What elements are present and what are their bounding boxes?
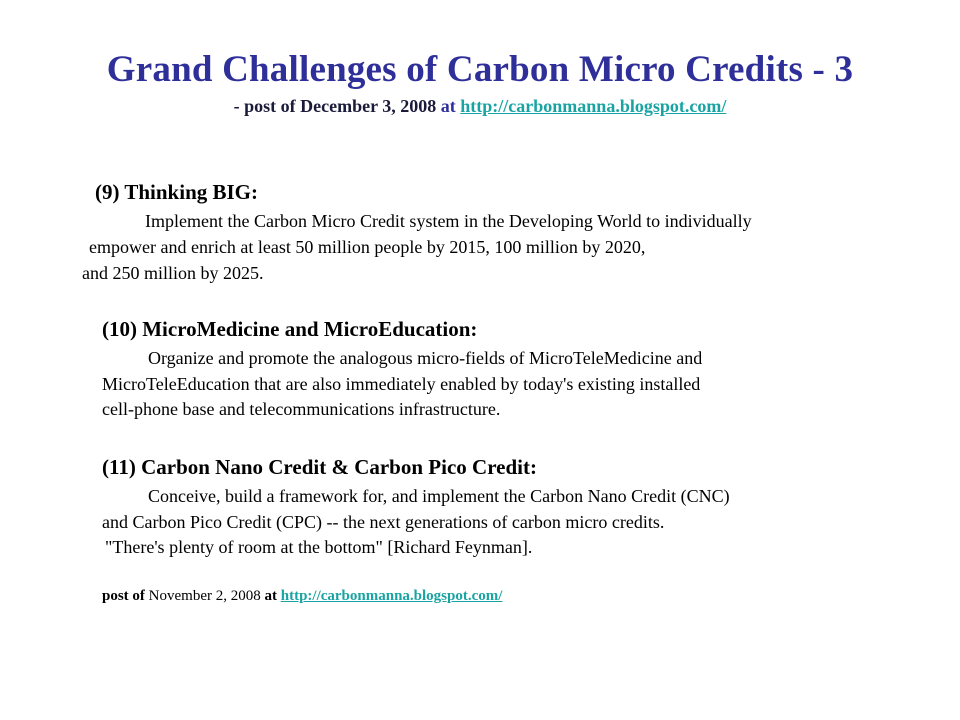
section-line: "There's plenty of room at the bottom" [Richard Feynman]. [105, 537, 533, 557]
section-line: Organize and promote the analogous micro-fields of MicroTeleMedicine and [148, 348, 703, 368]
section-line: cell-phone base and telecommunications infrastructure. [102, 399, 501, 419]
section-heading: (9) Thinking BIG: [95, 180, 259, 204]
section-heading: (10) MicroMedicine and MicroEducation: [102, 317, 478, 341]
footer-date: November 2, 2008 [148, 588, 261, 604]
footer-post-note [102, 588, 502, 605]
section-line: and Carbon Pico Credit (CPC) -- the next generations of carbon micro credits. [102, 512, 665, 532]
footer-prefix: post of [102, 588, 149, 604]
section-line: Implement the Carbon Micro Credit system in the Developing World to individually [145, 211, 752, 231]
section-heading: (11) Carbon Nano Credit & Carbon Pico Credit: [102, 455, 537, 479]
footer-at: at [260, 588, 281, 604]
subtitle-blog-link[interactable]: http://carbonmanna.blogspot.com/ [460, 96, 727, 116]
section-line: Conceive, build a framework for, and implement the Carbon Nano Credit (CNC) [148, 486, 730, 506]
footer-blog-link[interactable]: http://carbonmanna.blogspot.com/ [280, 588, 503, 604]
section-line: MicroTeleEducation that are also immediately enabled by today's existing installed [102, 374, 701, 394]
page-title: Grand Challenges of Carbon Micro Credits - 3 [106, 49, 854, 90]
subtitle-at: at [436, 96, 461, 116]
subtitle-post-date: - post of December 3, 2008 [233, 96, 437, 116]
section-line: and 250 million by 2025. [82, 263, 264, 283]
section-line: empower and enrich at least 50 million people by 2015, 100 million by 2020, [89, 237, 646, 257]
page-subtitle [0, 96, 960, 117]
